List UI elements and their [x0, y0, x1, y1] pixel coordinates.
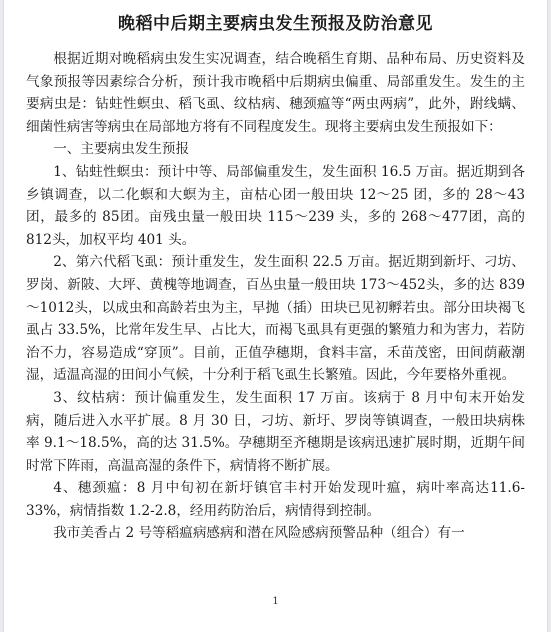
document-title: 晚稻中后期主要病虫发生预报及防治意见 [118, 14, 433, 34]
document-body [26, 48, 525, 545]
variety-paragraph: 我市美香占 2 号等稻瘟病感病和潜在风险感病预警品种（组合）有一 [53, 525, 465, 542]
borer-paragraph: 1、钻蛀性螟虫：预计中等、局部偏重发生，发生面积 16.5 万亩。据近期到各乡镇调查，以二化螟和大螟为主，亩枯心团一般田块 12～25 团，多的 28～43团，最多的 85团。亩残虫量一般田块 115～239 头，多的 268～477团，高的 812头，加权平均 401 头。 [26, 163, 525, 248]
neck-blast-paragraph: 4、穗颈瘟：8 月中旬初在新圩镇官丰村开始发现叶瘟，病叶率高达11.6-33%，病情指数 1.2-2.8，经用药防治后，病情得到控制。 [26, 480, 525, 519]
sheath-blight-paragraph: 3、纹枯病：预计偏重发生，发生面积 17 万亩。该病于 8 月中旬末开始发病，随后进入水平扩展。8 月 30 日，刁坊、新圩、罗岗等镇调查，一般田块病株率 9.1～18.5%，高的达 31.5%。孕穗期至齐穗期是该病迅速扩展时期，近期午间时常下阵雨，高温高湿的条件下，病情将不断扩展。 [26, 389, 525, 474]
planthopper-paragraph: 2、第六代稻飞虱：预计重发生，发生面积 22.5 万亩。据近期到新圩、刁坊、罗岗、新陂、大坪、黄槐等地调查，百丛虫量一般田块 173～452头，多的达 839～1012头，以成虫和高龄若虫为主，早抛（插）田块已见初孵若虫。部分田块褐飞虱占 33.5%，比常年发生早、占比大，而褐飞虱具有更强的繁殖力和为害力，若防治不力，容易造成“穿顶”。目前，正值孕穗期，食料丰富，禾苗茂密，田间荫蔽潮湿，适温高湿的田间小气候，十分利于稻飞虱生长繁殖。因此，今年要格外重视。 [26, 254, 525, 384]
page-number: 1 [272, 596, 279, 607]
section-heading: 一、主要病虫发生预报 [53, 141, 190, 158]
intro-paragraph: 根据近期对晚稻病虫发生实况调查，结合晚稻生育期、品种布局、历史资料及气象预报等因素综合分析，预计我市晚稻中后期病虫偏重、局部重发生。发生的主要病虫是：钻蛀性螟虫、稻飞虱、纹枯病、穗颈瘟等“两虫两病”，此外，跗线螨、细菌性病害等病虫在局部地方将有不同程度发生。现将主要病虫发生预报如下： [26, 51, 525, 135]
document-page [4, 0, 547, 632]
